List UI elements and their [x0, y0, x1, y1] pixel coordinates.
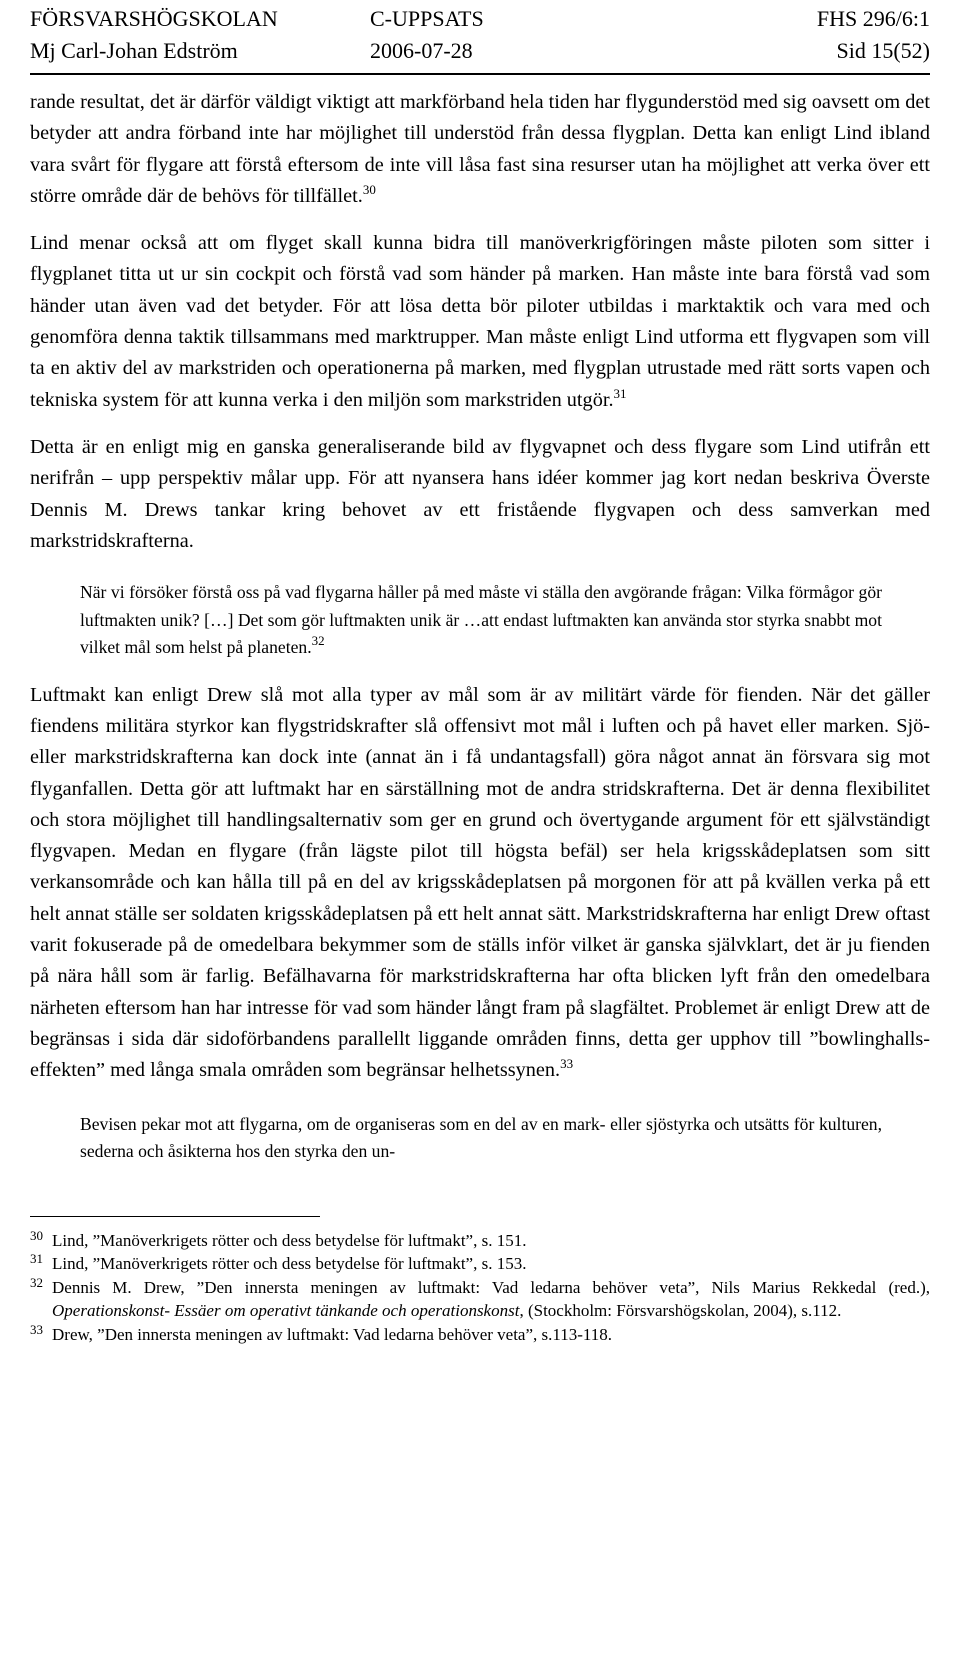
- header-doc-type: C-UPPSATS: [370, 6, 484, 31]
- body-paragraph-2: [30, 228, 930, 416]
- page-header: [30, 0, 930, 75]
- quote-text: När vi försöker förstå oss på vad flygarna håller på med måste vi ställa den avgörande frågan: Vilka förmågor gör luftmakten unik? […] Det som gör luftmakten unik är …att endast luftmakten kan använda stor styrka snabbt mot vilket mål som helst på planeten.: [80, 582, 882, 658]
- footnote-ref-30[interactable]: 30: [362, 181, 376, 197]
- block-quote-1: [80, 579, 882, 662]
- paragraph-text: Luftmakt kan enligt Drew slå mot alla typer av mål som är av militärt värde för fienden. När det gäller fiendens militära styrkor kan flygstridskrafter slå offensivt mot mål i luften och på havet eller marken. Sjö- eller markstridskrafterna kan dock inte (annat än i få undantagsfall) göra något annat än försvara sig mot flyganfallen. Detta gör att luftmakt har en särställning mot de andra stridskrafterna. Det är denna flexibilitet och stora möjlighet till handlingsalternativ som ger en grund och övertygande argument för ett självständigt flygvapen. Medan en flygare (från lägste pilot till högsta befäl) ser hela krigsskådeplatsen som sitt verkansområde och kan hålla till på en del av krigsskådeplatsen på morgonen för att på kvällen verka på ett helt annat ställe ser soldaten krigsskådeplatsen på ett helt annat sätt. Markstridskrafterna har enligt Drew oftast varit fokuserade på de omedelbara bekymmer som de ställs inför vilket är ganska självklart, det är ju fienden på nära håll som är farlig. Befälhavarna för markstridskrafterna har ofta blicken lyft från den omedelbara närheten eftersom han har intresse för vad som händer långt fram på slagfältet. Problemet är enligt Drew att de begränsas i sida där sidoförbandens parallellt liggande områden finns, detta ger upphov till ”bowlinghalls-effekten” med långa smala områden som begränsar helhetssynen.: [30, 683, 930, 1082]
- footnote-book-title: Operationskonst- Essäer om operativt tänkande och operationskonst: [52, 1301, 520, 1321]
- footnote-31: [30, 1252, 930, 1276]
- footnote-ref-32[interactable]: 32: [311, 633, 325, 649]
- footnote-number: 32: [30, 1274, 43, 1290]
- header-page-number: Sid 15(52): [836, 38, 930, 63]
- footnote-number: 33: [30, 1321, 43, 1337]
- header-row-2: [30, 35, 930, 67]
- footnote-divider: [30, 1216, 320, 1217]
- quote-text: Bevisen pekar mot att flygarna, om de organiseras som en del av en mark- eller sjöstyrka och utsätts för kulturen, sederna och åsikterna hos den styrka den un-: [80, 1113, 882, 1162]
- footnote-ref-31[interactable]: 31: [613, 385, 627, 401]
- footnotes: [30, 1229, 930, 1347]
- footnote-number: 30: [30, 1227, 43, 1243]
- footnote-text-a: Dennis M. Drew, ”Den innersta meningen av luftmakt: Vad ledarna behöver veta”, Nils Marius Rekkedal (red.),: [52, 1277, 930, 1297]
- header-school: FÖRSVARSHÖGSKOLAN: [30, 6, 278, 31]
- header-row-1: [30, 3, 930, 35]
- header-date: 2006-07-28: [370, 38, 473, 63]
- footnote-number: 31: [30, 1251, 43, 1267]
- footnote-text: Lind, ”Manöverkrigets rötter och dess betydelse för luftmakt”, s. 151.: [52, 1230, 527, 1250]
- paragraph-text: rande resultat, det är därför väldigt viktigt att markförband hela tiden har flygunderstöd med sig oavsett om det betyder att andra förband inte har möjlighet till understöd från dessa flygplan. Detta kan enligt Lind ibland vara svårt för flygare att förstå eftersom de inte vill låsa fast sina resurser utan ha möjlighet att verka över ett större område där de behövs för tillfället.: [30, 91, 930, 207]
- footnote-33: [30, 1323, 930, 1347]
- header-code: FHS 296/6:1: [816, 6, 930, 31]
- footnote-text: Drew, ”Den innersta meningen av luftmakt: Vad ledarna behöver veta”, s.113-118.: [52, 1324, 613, 1344]
- footnote-text: Lind, ”Manöverkrigets rötter och dess betydelse för luftmakt”, s. 153.: [52, 1254, 527, 1274]
- footnote-text-b: , (Stockholm: Försvarshögskolan, 2004), s.112.: [519, 1301, 842, 1321]
- header-divider: [30, 73, 930, 75]
- body-paragraph-4: [30, 680, 930, 1087]
- block-quote-2: [80, 1111, 882, 1166]
- body-paragraph-3: [30, 432, 930, 557]
- footnote-30: [30, 1229, 930, 1253]
- footnote-32: [30, 1276, 930, 1323]
- paragraph-text: Detta är en enligt mig en ganska generaliserande bild av flygvapnet och dess flygare som Lind utifrån ett nerifrån – upp perspektiv målar upp. För att nyansera hans idéer kommer jag kort nedan beskriva Överste Dennis M. Drews tankar kring behovet av ett fristående flygvapen och dess samverkan med markstridskrafterna.: [30, 435, 930, 552]
- paragraph-text: Lind menar också att om flyget skall kunna bidra till manöverkrigföringen måste piloten som sitter i flygplanet titta ut ur sin cockpit och förstå vad som händer på marken. Han måste inte bara förstå vad som händer utan även vad det betyder. För att lösa detta bör piloter utbildas i marktaktik och vara med och genomföra denna taktik tillsammans med marktrupper. Man måste enligt Lind utforma ett flygvapen som vill ta en aktiv del av markstriden och operationerna på marken, med flygplan utrustade med rätt sorts vapen och tekniska system för att kunna verka i den miljön som markstriden utgör.: [30, 232, 930, 411]
- footnote-ref-33[interactable]: 33: [560, 1056, 574, 1072]
- body-paragraph-1: [30, 87, 930, 212]
- header-author: Mj Carl-Johan Edström: [30, 38, 238, 63]
